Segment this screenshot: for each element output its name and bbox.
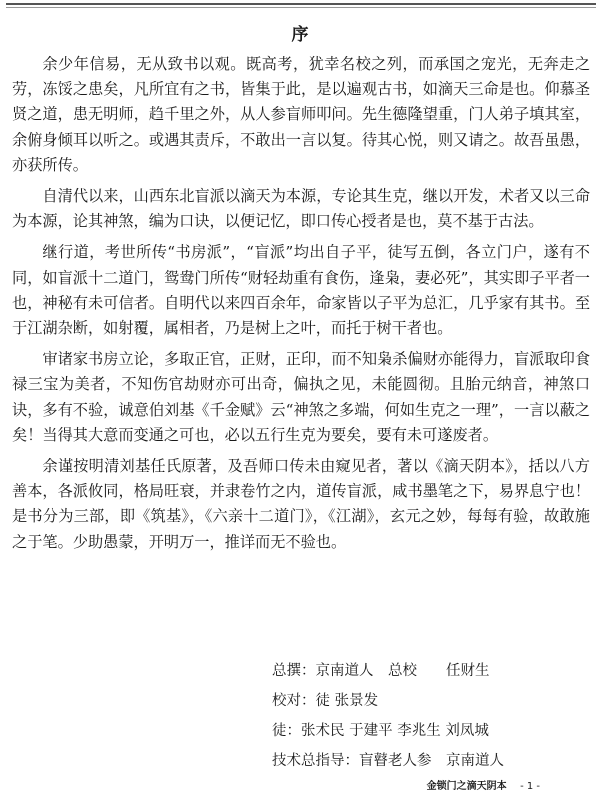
footer-book-title: 金锁门之滴天阴本 [426,781,507,792]
paragraph: 继行道，考世所传“书房派”，“盲派”均出自子平，徒写五倒，各立门户，遂有不同，如盲派十二道门，鸳鸯门所传“财轻劫重有食伤，逢枭，妻必死”，其实即子平者一也，神秘有未可信者。自明代以来四百余年，命家皆以子平为总汇，几乎家有其书。至于江湖杂断，如射覆，属相者，乃是树上之叶，而托于树干者也。 [12,243,590,338]
page-footer [427,777,540,792]
top-rule [6,3,596,5]
paragraph: 余谨按明清刘基任氏原著，及吾师口传未由窥见者，著以《滴天阴本》，括以八方善本，各派攸同，格局旺衰，并隶卷竹之内，道传盲派，咸书墨笔之下，易界息宁也！是书分为三部，即《筑基》，《六亲十二道门》，《江湖》，玄元之妙，每每有验，故敢施之于笔。少助愚蒙，开明万一，推详而无不验也。 [12,457,590,551]
paragraph: 自清代以来，山西东北盲派以滴天为本源，专论其生克，继以开发，术者又以三命为本源，论其神煞，编为口诀，以便记忆，即口传心授者是也，莫不基于古法。 [12,187,590,231]
credit-line: 技术总指导：盲瞽老人参 京南道人 [272,753,504,769]
credit-line: 徒：张术民 于建平 李兆生 刘凤城 [272,723,489,739]
preface-body [12,52,590,561]
credit-line: 校对：徒 张景发 [272,693,379,709]
top-rule-thin [6,7,596,8]
page-title: 序 [291,25,311,45]
paragraph: 审诸家书房立论，多取正官，正财，正印，而不知枭杀偏财亦能得力，盲派取印食禄三宝为美者，不知伤官劫财亦可出奇，偏执之见，未能圆彻。且胎元纳音，神煞口诀，多有不验，诚意伯刘基《千金赋》云“神煞之多端，何如生克之一理”，一言以蔽之矣！当得其大意而变通之可也，必以五行生克为要矣，要有未可遂废者。 [12,350,590,444]
credit-line: 总撰：京南道人 总校 任财生 [272,663,490,679]
paragraph: 余少年信易，无从致书以观。既高考，犹幸名校之列，而承国之宠光，无奔走之劳，冻馁之患矣，凡所宜有之书，皆集于此，是以遍观古书，如滴天三命是也。仰慕圣贤之道，患无明师，趋千里之外，从人参盲师叩问。先生德隆望重，门人弟子填其室，余俯身倾耳以听之。或遇其责斥，不敢出一言以复。待其心悦，则又请之。故吾虽愚，亦获所传。 [12,55,590,174]
credits-block [272,656,592,776]
page-number: - 1 - [520,781,540,792]
